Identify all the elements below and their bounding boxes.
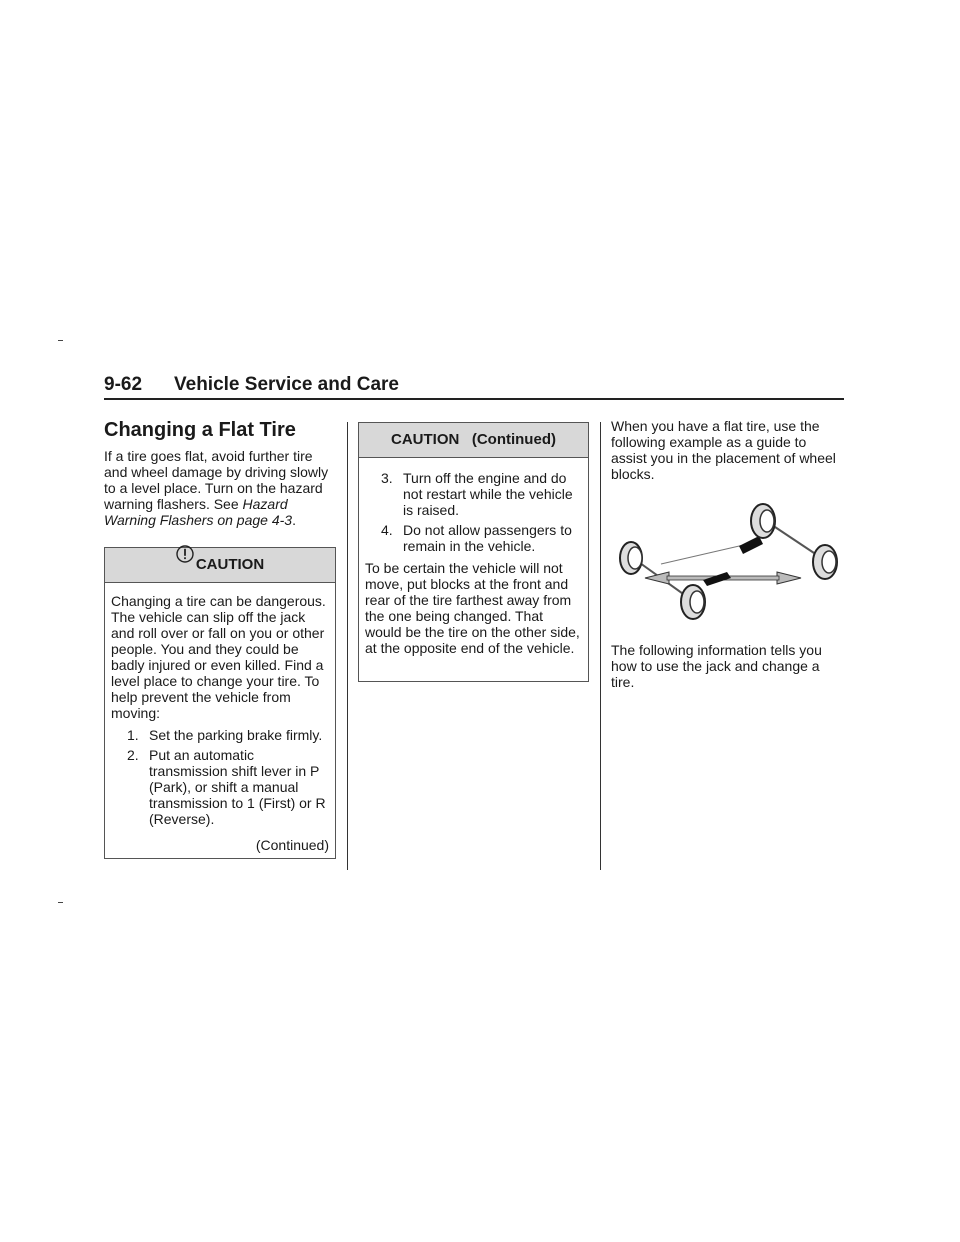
list-item: 2. Put an automatic transmission shift lever in P (Park), or shift a manual transmission to 1 (First) or R (Reverse). [127, 747, 326, 827]
caution-continued-box [358, 422, 589, 682]
cross-reference-link[interactable]: Hazard Warning Flashers on page 4-3 [104, 496, 293, 528]
crop-mark [58, 902, 63, 903]
crop-mark [58, 340, 63, 341]
caution-continued-body [359, 458, 588, 664]
caution-list [111, 727, 329, 827]
caution-box [104, 547, 336, 859]
column-divider [347, 422, 348, 870]
page-header [104, 372, 844, 400]
caution-header [105, 548, 335, 583]
page-number: 9-62 [104, 374, 143, 395]
tire-icon [681, 585, 705, 619]
continued-label: (Continued) [255, 837, 329, 853]
middle-column [358, 422, 589, 682]
caution-body [105, 583, 335, 861]
caution-list [365, 470, 582, 554]
paragraph: The following information tells you how to use the jack and change a tire. [611, 642, 822, 690]
caution-title: CAUTION [195, 556, 265, 573]
list-item: 4. Do not allow passengers to remain in the vehicle. [381, 522, 572, 554]
column-divider [600, 422, 601, 870]
list-item: 1. Set the parking brake firmly. [127, 727, 323, 743]
caution-continued-header: CAUTION (Continued) [359, 423, 588, 458]
tire-icon [620, 542, 642, 574]
intro-paragraph: If a tire goes flat, avoid further tire and wheel damage by driving slowly to a level place. Turn on the hazard warning flashers. See Hazard Warning Flashers on page 4-3. [104, 448, 329, 528]
right-column [611, 418, 844, 690]
left-column [104, 418, 336, 859]
section-heading: Changing a Flat Tire [104, 419, 296, 441]
paragraph: When you have a flat tire, use the following example as a guide to assist you in the placement of wheel blocks. [611, 418, 836, 482]
caution-text: Changing a tire can be dangerous. The vehicle can slip off the jack and roll over or fall on you or other people. You and they could be badly injured or even killed. Find a level place to change your tire. To help prevent the vehicle from moving: [111, 593, 326, 721]
caution-text: To be certain the vehicle will not move, put blocks at the front and rear of the tire farthest away from the one being changed. That would be the tire on the other side, at the opposite end of the vehicle. [365, 560, 580, 656]
wheel-block-diagram [611, 496, 844, 626]
tire-icon [813, 545, 837, 579]
tire-icon [751, 504, 775, 538]
warning-icon [176, 542, 194, 576]
list-item: 3. Turn off the engine and do not restart while the vehicle is raised. [381, 470, 573, 518]
section-title: Vehicle Service and Care [174, 374, 399, 395]
